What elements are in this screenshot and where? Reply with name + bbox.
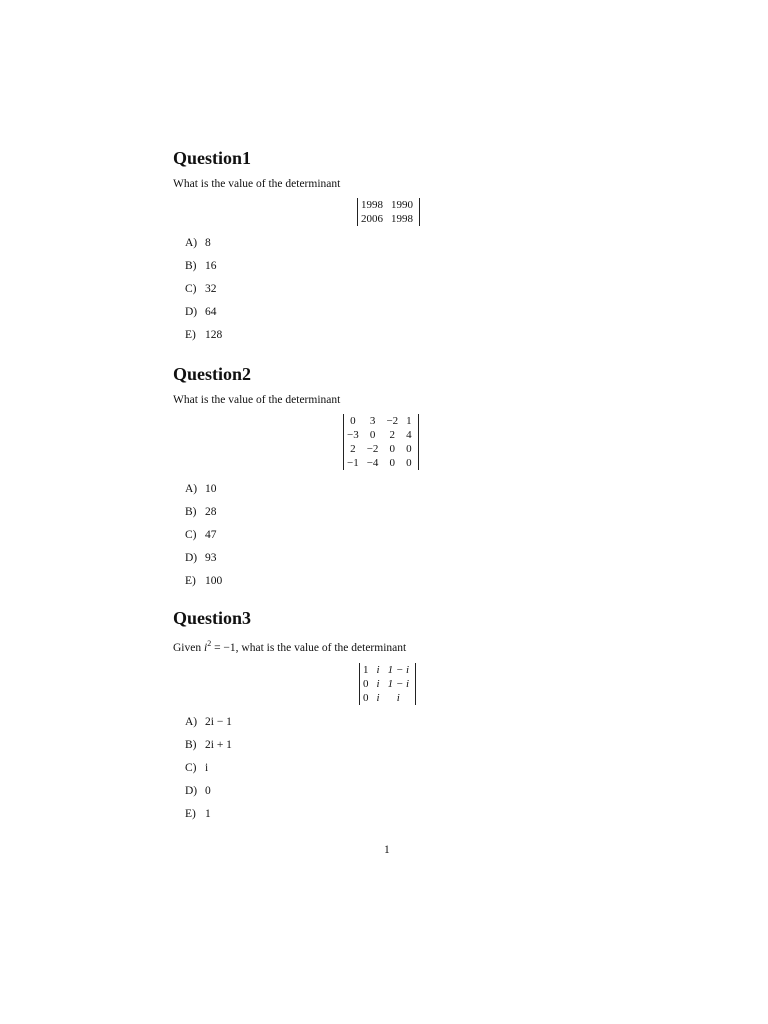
question-3-title: Question3 <box>173 608 252 628</box>
matrix-cell: 0 <box>406 443 412 455</box>
option-value: 16 <box>205 260 217 272</box>
option-value: 2i + 1 <box>205 739 232 751</box>
option-label: C) <box>185 529 197 541</box>
matrix-cell: 1998 <box>361 199 383 211</box>
matrix-entry: i <box>396 692 400 704</box>
question-2-title: Question2 <box>173 364 252 384</box>
matrix-cell: −4 <box>366 457 379 469</box>
matrix-cell: 0 <box>389 457 396 469</box>
question-2-determinant <box>343 414 419 470</box>
option-label: B) <box>185 260 197 272</box>
question-3-determinant <box>359 663 416 705</box>
option-value: 0 <box>205 785 211 797</box>
matrix-cell: 2006 <box>361 213 383 225</box>
option-label: E) <box>185 329 196 341</box>
option-label: A) <box>185 716 198 728</box>
option-b[interactable] <box>185 738 232 761</box>
question-1-title: Question1 <box>173 148 252 168</box>
option-label: A) <box>185 483 198 495</box>
option-c[interactable] <box>185 761 232 784</box>
prompt-variable: i <box>203 641 208 654</box>
option-value: 8 <box>205 237 211 249</box>
question-3-options <box>185 715 232 830</box>
matrix-cell: 1 <box>406 415 412 427</box>
matrix-cell: 0 <box>406 457 412 469</box>
matrix-cell <box>384 691 413 705</box>
option-label: B) <box>185 506 197 518</box>
option-value: 32 <box>205 283 217 295</box>
prompt-exponent: 2 <box>207 639 212 648</box>
matrix-cell: 0 <box>363 692 369 704</box>
matrix-row <box>346 442 416 456</box>
matrix-cell <box>384 677 413 691</box>
matrix-row <box>346 428 416 442</box>
matrix-cell: 0 <box>369 429 376 441</box>
option-label: E) <box>185 808 196 820</box>
matrix-cell: 0 <box>389 443 396 455</box>
matrix-cell: −3 <box>347 429 359 441</box>
option-value: 128 <box>205 329 223 341</box>
question-2-prompt: What is the value of the determinant <box>173 394 341 406</box>
option-value: 2i − 1 <box>205 716 232 728</box>
option-value: i <box>205 762 209 774</box>
option-value: 10 <box>205 483 217 495</box>
option-d[interactable] <box>185 551 222 574</box>
matrix-row <box>346 414 416 428</box>
matrix-entry: 1 − i <box>387 678 410 690</box>
question-3-prompt <box>173 637 603 654</box>
question-1 <box>173 147 603 341</box>
question-1-prompt: What is the value of the determinant <box>173 178 341 190</box>
option-value: 28 <box>205 506 217 518</box>
matrix-cell <box>373 677 384 691</box>
matrix-cell: 4 <box>406 429 412 441</box>
matrix-row <box>346 456 416 470</box>
matrix-cell <box>373 691 384 705</box>
matrix-row <box>362 677 413 691</box>
question-1-options <box>185 236 222 351</box>
option-a[interactable] <box>185 236 222 259</box>
matrix-cell: −1 <box>347 457 359 469</box>
matrix-cell: 3 <box>369 415 376 427</box>
option-label: D) <box>185 306 198 318</box>
matrix-cell: 1 <box>363 664 369 676</box>
matrix-cell: 0 <box>363 678 369 690</box>
matrix-entry: i <box>376 678 380 690</box>
option-label: A) <box>185 237 198 249</box>
matrix-cell: 0 <box>350 415 356 427</box>
matrix-row <box>360 212 417 226</box>
matrix-cell: 2 <box>350 443 356 455</box>
matrix-row <box>360 198 417 212</box>
matrix-row <box>362 663 413 677</box>
question-3 <box>173 607 603 820</box>
option-label: B) <box>185 739 197 751</box>
option-label: D) <box>185 552 198 564</box>
matrix-cell: 1990 <box>391 199 413 211</box>
option-e[interactable] <box>185 328 222 351</box>
option-e[interactable] <box>185 807 232 830</box>
option-value: 64 <box>205 306 217 318</box>
question-2 <box>173 363 603 587</box>
matrix-cell: −2 <box>366 443 379 455</box>
option-value: 47 <box>205 529 217 541</box>
option-c[interactable] <box>185 528 222 551</box>
option-label: D) <box>185 785 198 797</box>
option-b[interactable] <box>185 505 222 528</box>
option-value: 93 <box>205 552 217 564</box>
matrix-entry: 1 − i <box>387 664 410 676</box>
matrix-entry: i <box>376 692 380 704</box>
option-c[interactable] <box>185 282 222 305</box>
matrix-cell: 2 <box>389 429 396 441</box>
option-label: C) <box>185 762 197 774</box>
option-d[interactable] <box>185 305 222 328</box>
matrix-cell <box>384 663 413 677</box>
matrix-cell: 1998 <box>391 213 413 225</box>
option-b[interactable] <box>185 259 222 282</box>
matrix-cell: −2 <box>386 415 399 427</box>
matrix-row <box>362 691 413 705</box>
question-1-determinant <box>357 198 420 226</box>
option-a[interactable] <box>185 715 232 738</box>
prompt-text: Given <box>173 641 204 654</box>
option-e[interactable] <box>185 574 222 597</box>
matrix-cell <box>373 663 384 677</box>
matrix-entry: i <box>376 664 380 676</box>
option-a[interactable] <box>185 482 222 505</box>
option-value: 100 <box>205 575 223 587</box>
option-value: 1 <box>205 808 211 820</box>
option-label: E) <box>185 575 196 587</box>
prompt-text: = −1, what is the value of the determinant <box>211 641 407 654</box>
option-d[interactable] <box>185 784 232 807</box>
question-2-options <box>185 482 222 597</box>
option-label: C) <box>185 283 197 295</box>
page-number: 1 <box>384 844 390 856</box>
